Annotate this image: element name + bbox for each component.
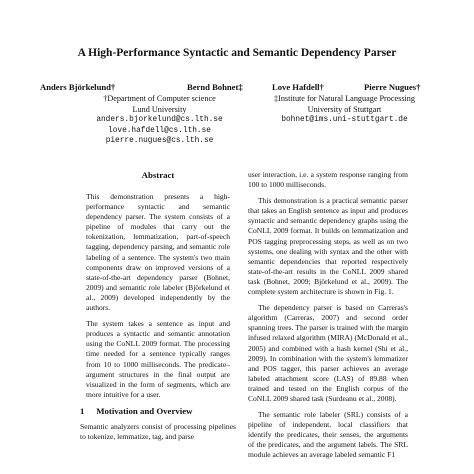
affiliation-dept: ‡Institute for Natural Language Processing bbox=[274, 94, 415, 103]
abstract-paragraph: The system takes a sentence as input and produces a syntactic and semantic annotation using the CoNLL 2009 format. The processing time needed for a sentence typically ranges from 10 to 1000 milliseconds. The predicate–argument structures in the final output are visualized in the form of segments, which are more intuitive for a user. bbox=[86, 319, 230, 399]
affiliation-stuttgart bbox=[237, 94, 452, 126]
body-paragraph: The semantic role labeler (SRL) consists of a pipeline of independent, local classifiers that identify the predicates, their senses, the arguments of the predicates, and the argument labels. The SRL module achieves an average labeled semantic F1 bbox=[248, 410, 408, 460]
affiliation-university: Lund University bbox=[132, 104, 187, 114]
body-paragraph: This demonstration is a practical semantic parser that takes an English sentence as input and produces syntactic and semantic dependency graphs using the CoNLL 2009 format. It builds on lemmatization and POS tagging preprocessing steps, as well as on two systems, one dealing with syntax and the other with semantic dependencies that reported respectively state-of-the-art results in the CoNLL 2009 shared task (Bohnet, 2009; Björkelund et al., 2009). The complete system architecture is shown in Fig. 1. bbox=[248, 196, 408, 297]
author-name: Pierre Nugues† bbox=[364, 82, 421, 92]
body-paragraph: The dependency parser is based on Carreras's algorithm (Carreras, 2007) and second order spanning trees. The parser is trained with the margin infused relaxed algorithm (MIRA) (McDonald et al., 2005) and combined with a hash kernel (Shi et al., 2009). In combination with the system's lemmatizer and POS tagger, this parser achieves an average labeled attachment score (LAS) of 89.88 when trained and tested on the English corpus of the CoNLL 2009 shared task (Surdeanu et al., 2008). bbox=[248, 303, 408, 403]
abstract-heading: Abstract bbox=[141, 170, 175, 180]
abstract-paragraph: This demonstration presents a high-performance syntactic and semantic dependency parser. The system consists of a pipeline of modules that carry out the tokenization, lemmatization, part-of-speech tagging, dependency parsing, and semantic role labeling of a sentence. The system's two main components draw on improved versions of a state-of-the-art dependency parser (Bohnet, 2009) and semantic role labeler (Björkelund et al., 2009) developed independently by the authors. bbox=[86, 192, 230, 313]
paper-title: A High-Performance Syntactic and Semantic Dependency Parser bbox=[77, 47, 397, 59]
affiliation-university: University of Stuttgart bbox=[307, 104, 382, 114]
author-email: bohnet@ims.uni-stuttgart.de bbox=[281, 116, 408, 125]
section-number: 1 bbox=[80, 405, 85, 416]
section-title: Motivation and Overview bbox=[96, 405, 193, 416]
right-column bbox=[248, 170, 408, 467]
author-name: Anders Björkelund† bbox=[40, 82, 116, 92]
section-heading bbox=[80, 406, 236, 416]
body-paragraph: user interaction, i.e. a system response ranging from 100 to 1000 milliseconds. bbox=[248, 170, 408, 190]
author-email: love.hafdell@cs.lth.se bbox=[108, 126, 211, 135]
body-paragraph: Semantic analyzers consist of processing pipelines to tokenize, lemmatize, tag, and parse bbox=[80, 421, 236, 441]
author-email: pierre.nugues@cs.lth.se bbox=[105, 137, 214, 146]
author-name: Bernd Bohnet‡ bbox=[187, 82, 243, 92]
left-column bbox=[80, 170, 236, 448]
affiliation-lund bbox=[72, 94, 247, 147]
affiliation-dept: †Department of Computer science bbox=[103, 94, 216, 103]
author-email: anders.bjorkelund@cs.lth.se bbox=[96, 116, 223, 125]
author-name: Love Hafdell† bbox=[272, 82, 324, 92]
